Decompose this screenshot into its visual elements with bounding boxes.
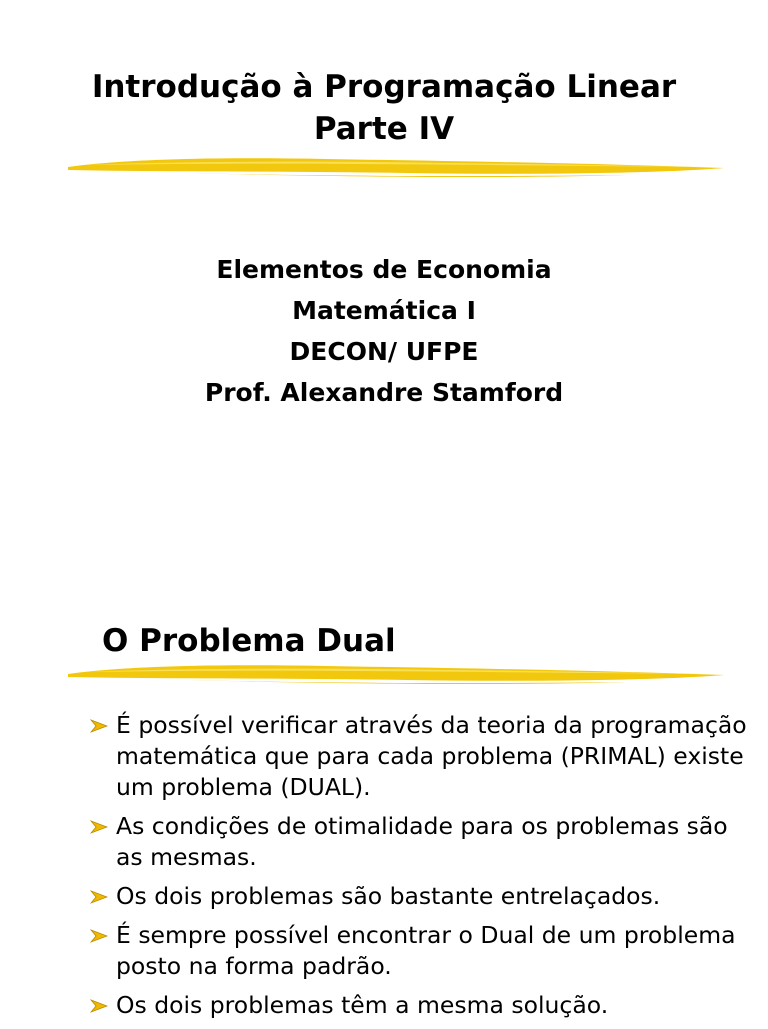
arrow-right-icon (90, 719, 108, 733)
slide-title-heading (0, 66, 768, 150)
list-item (88, 710, 748, 803)
bullet-text: Os dois problemas são bastante entrelaçados. (116, 882, 661, 910)
list-item (88, 881, 748, 912)
title-line-1: Introdução à Programação Linear (91, 69, 677, 105)
bullet-text: Os dois problemas têm a mesma solução. (116, 991, 609, 1019)
slide-heading: O Problema Dual (102, 623, 396, 659)
subtitle-course: Elementos de Economia (216, 255, 552, 284)
bullet-text: É sempre possível encontrar o Dual de um problema posto na forma padrão. (116, 921, 736, 980)
bullet-list (88, 710, 748, 1029)
subtitle-professor: Prof. Alexandre Stamford (204, 378, 564, 407)
arrow-right-icon (90, 890, 108, 904)
slide-dual-problem (0, 600, 768, 1024)
list-item (88, 920, 748, 982)
arrow-right-icon (90, 999, 108, 1013)
list-item (88, 811, 748, 873)
subtitle-department: DECON/ UFPE (289, 337, 479, 366)
list-item (88, 990, 748, 1021)
arrow-right-icon (90, 820, 108, 834)
bullet-text: As condições de otimalidade para os problemas são as mesmas. (116, 812, 728, 871)
highlighter-stroke-icon (66, 660, 726, 686)
title-line-2: Parte IV (313, 111, 455, 147)
bullet-text: É possível verificar através da teoria da programação matemática que para cada problema (PRIMAL) existe um problema (DUAL). (116, 711, 747, 801)
subtitle-course-level: Matemática I (292, 296, 476, 325)
highlighter-stroke-icon (66, 153, 726, 179)
arrow-right-icon (90, 929, 108, 943)
slide-title (0, 0, 768, 512)
slide-subtitle (0, 249, 768, 413)
